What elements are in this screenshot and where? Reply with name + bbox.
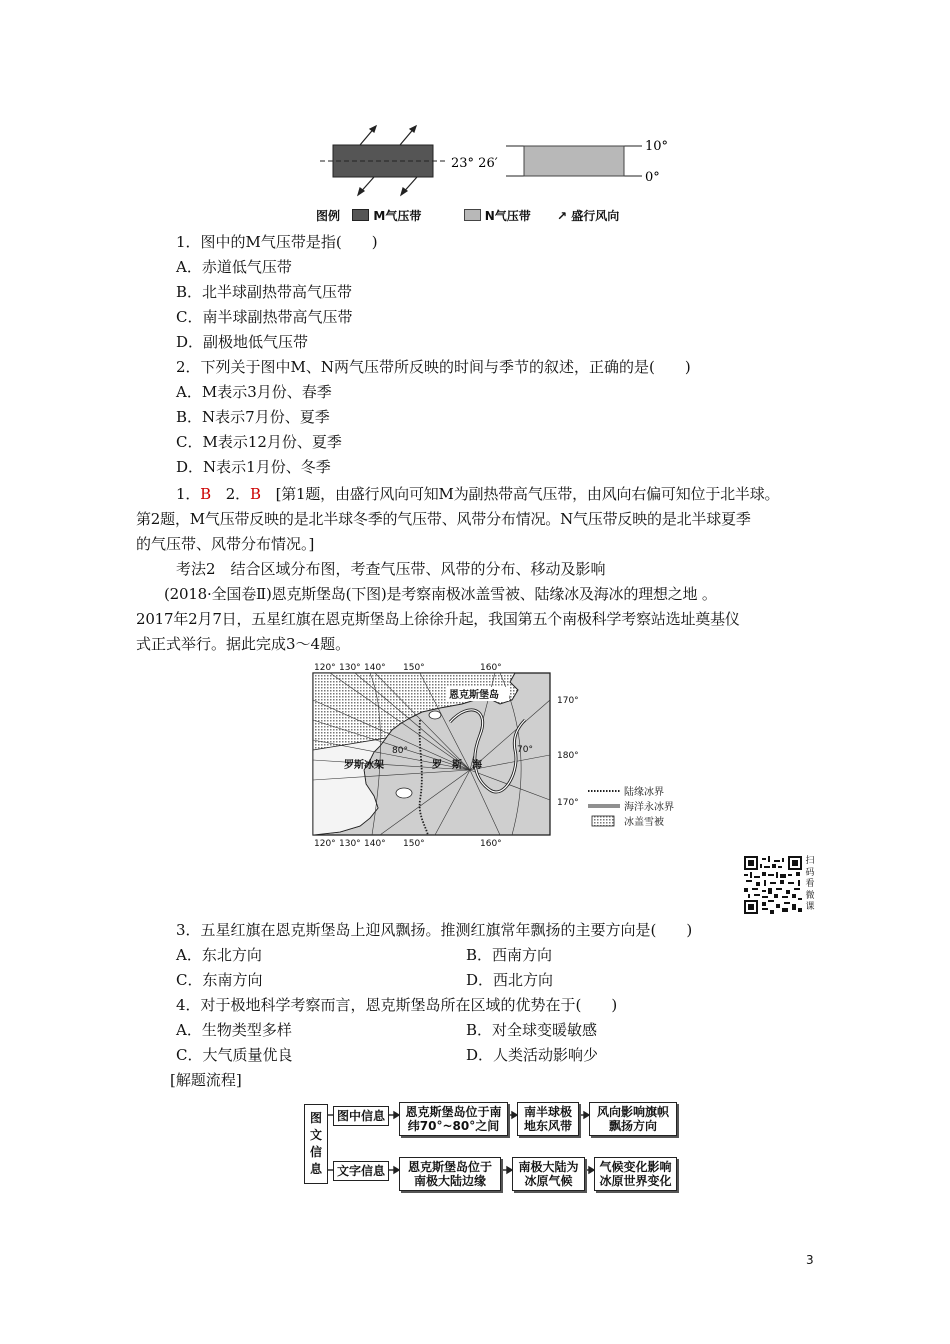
- method2-intro-line1: (2018·全国卷Ⅱ)恩克斯堡岛(下图)是考察南极冰盖雪被、陆缘冰及海冰的理想之地 。: [164, 585, 717, 603]
- flow-row2-label: 文字信息: [333, 1161, 389, 1181]
- map-legend-sea-ice: 海洋永冰界: [624, 802, 674, 813]
- qr-caption-char: 微: [805, 890, 815, 901]
- n-pressure-belt: [524, 146, 624, 176]
- flow-root-box: 图 文 信 息: [304, 1104, 328, 1184]
- q4-option-c: C．大气质量优良: [176, 1046, 293, 1064]
- q4-option-a: A．生物类型多样: [176, 1021, 292, 1039]
- legend-m-label: M气压带: [373, 209, 422, 223]
- q1-stem: 1．图中的M气压带是指( ): [176, 233, 378, 251]
- map-bottom-label-140: 140°: [364, 839, 386, 849]
- flow-row1-box1: 恩克斯堡岛位于南 纬70°~80°之间: [399, 1102, 508, 1136]
- flow-row2-box2: 南极大陆为 冰原气候: [512, 1157, 585, 1191]
- q2-option-a: A．M表示3月份、春季: [176, 383, 332, 401]
- map-top-label-120: 120°: [314, 663, 336, 673]
- flow-row1-label: 图中信息: [333, 1106, 389, 1126]
- legend-title: 图例: [316, 209, 341, 223]
- legend-wind-arrow-icon: ↗: [556, 209, 568, 223]
- q2-option-b: B．N表示7月份、夏季: [176, 408, 330, 426]
- legend-m-swatch: [352, 209, 369, 221]
- method2-heading: 考法2 结合区域分布图，考查气压带、风带的分布、移动及影响: [176, 560, 606, 578]
- map-bottom-label-120: 120°: [314, 839, 336, 849]
- map-bottom-label-160: 160°: [480, 839, 502, 849]
- qr-caption-char: 扫: [805, 856, 815, 866]
- answer-1-2-line1: 1．B 2．B [第1题，由盛行风向可知M为副热带高气压带，由风向右偏可知位于北半球。: [176, 485, 780, 503]
- qr-code-image: [744, 856, 802, 914]
- qr-caption-char: 课: [805, 902, 815, 912]
- map-legend-coastal-ice: 陆缘冰界: [624, 787, 664, 798]
- q3-option-a: A．东北方向: [176, 946, 262, 964]
- q1-option-c: C．南半球副热带高气压带: [176, 308, 353, 326]
- map-top-label-140: 140°: [364, 663, 386, 673]
- flow-row1-box3: 风向影响旗帜 飘扬方向: [589, 1102, 677, 1136]
- qr-caption: [804, 856, 816, 914]
- method2-intro-line2: 2017年2月7日，五星红旗在恩克斯堡岛上徐徐升起，我国第五个南极科学考察站选址奠基仪: [136, 610, 740, 628]
- answer-1-2-line2: 第2题，M气压带反映的是北半球冬季的气压带、风带分布情况。N气压带反映的是北半球夏季: [136, 510, 751, 528]
- flow-heading: [解题流程]: [170, 1071, 242, 1089]
- q4-option-b: B．对全球变暖敏感: [466, 1021, 598, 1039]
- q1-option-d: D．副极地低气压带: [176, 333, 309, 351]
- map-right-label-1: 170°: [557, 696, 579, 706]
- map-label-ross-ice-shelf: 罗斯冰架: [344, 760, 384, 771]
- answer-1-2-line3: 的气压带、风带分布情况。]: [136, 535, 315, 553]
- q3-option-c: C．东南方向: [176, 971, 263, 989]
- map-top-label-160: 160°: [480, 663, 502, 673]
- q1-option-b: B．北半球副热带高气压带: [176, 283, 353, 301]
- map-legend: [588, 785, 674, 828]
- qr-code[interactable]: [744, 856, 802, 914]
- map-lat-80: 80°: [392, 746, 408, 756]
- flow-row2-box3: 气候变化影响 冰原世界变化: [594, 1157, 677, 1191]
- flow-row1-box2: 南半球极 地东风带: [517, 1102, 579, 1136]
- q3-stem: 3．五星红旗在恩克斯堡岛上迎风飘扬。推测红旗常年飘扬的主要方向是( ): [176, 921, 693, 939]
- legend-n-label: N气压带: [484, 209, 531, 223]
- method2-intro-line3: 式正式举行。据此完成3～4题。: [136, 635, 351, 653]
- qr-caption-char: 码: [805, 867, 815, 878]
- map-bottom-label-130: 130°: [339, 839, 361, 849]
- qr-caption-char: 看: [805, 879, 815, 889]
- q2-option-d: D．N表示1月份、冬季: [176, 458, 331, 476]
- n-latitude-bottom: 0°: [645, 170, 660, 185]
- map-right-label-3: 170°: [557, 798, 579, 808]
- q4-option-d: D．人类活动影响少: [466, 1046, 599, 1064]
- map-legend-ice-sheet: 冰盖雪被: [624, 817, 664, 828]
- q2-stem: 2．下列关于图中M、N两气压带所反映的时间与季节的叙述，正确的是( ): [176, 358, 691, 376]
- q2-option-c: C．M表示12月份、夏季: [176, 433, 342, 451]
- flow-row2-box1: 恩克斯堡岛位于 南极大陆边缘: [399, 1157, 501, 1191]
- page-number: 3: [806, 1253, 814, 1267]
- map-lat-70: 70°: [517, 745, 533, 755]
- map-label-ross-sea: 罗 斯 海: [432, 760, 482, 771]
- q3-option-b: B．西南方向: [466, 946, 553, 964]
- map-label-inexpressible-island: 恩克斯堡岛: [449, 690, 499, 701]
- legend-n-swatch: [464, 209, 481, 221]
- q3-option-d: D．西北方向: [466, 971, 554, 989]
- figure1-legend: [316, 207, 619, 224]
- answer-2: B: [249, 485, 261, 503]
- answer-1: B: [200, 485, 211, 503]
- map-right-label-2: 180°: [557, 751, 579, 761]
- m-latitude-label: 23° 26′: [451, 156, 498, 171]
- n-latitude-top: 10°: [645, 139, 669, 154]
- map-top-label-150: 150°: [403, 663, 425, 673]
- map-top-label-130: 130°: [339, 663, 361, 673]
- legend-wind-label: 盛行风向: [571, 209, 620, 223]
- q1-option-a: A．赤道低气压带: [176, 258, 292, 276]
- map-bottom-label-150: 150°: [403, 839, 425, 849]
- q4-stem: 4．对于极地科学考察而言，恩克斯堡岛所在区域的优势在于( ): [176, 996, 618, 1014]
